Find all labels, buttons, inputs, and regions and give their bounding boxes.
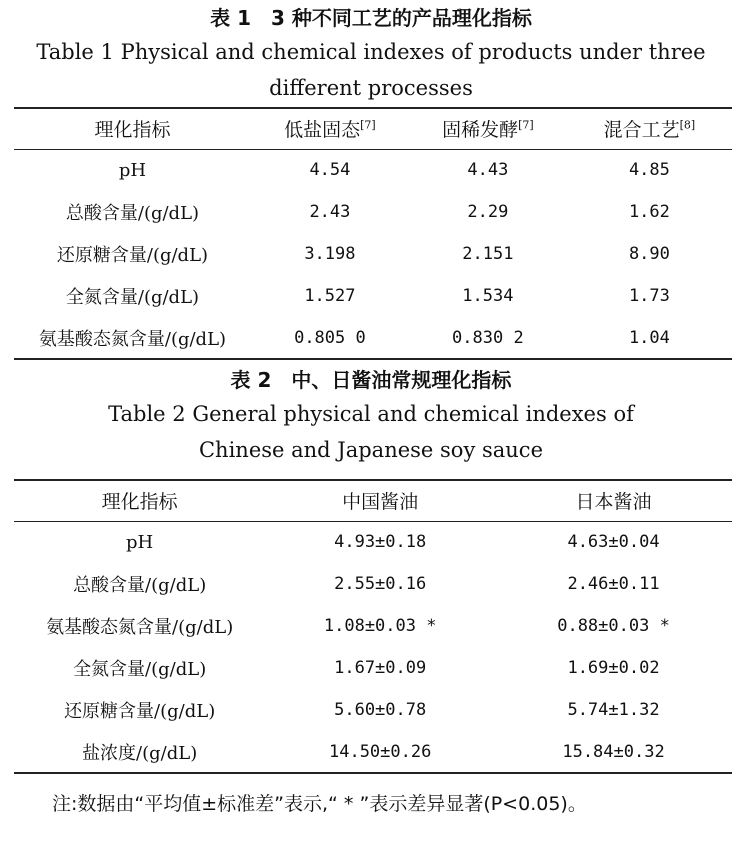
table1-header-label: 低盐固态: [284, 119, 361, 142]
table-cell: 3.198: [304, 244, 356, 264]
table1-header-label: 混合工艺: [603, 119, 680, 142]
table-cell: 4.93±0.18: [334, 532, 427, 553]
table-row: [14, 563, 732, 605]
table1-header-citation: [7]: [360, 118, 376, 132]
table-cell: 1.08±0.03 *: [323, 616, 437, 636]
table1-header-citation: [8]: [679, 118, 696, 132]
table2-header-cell: 理化指标: [101, 491, 178, 514]
table-cell: 1.534: [462, 286, 514, 306]
table-cell: 0.830 2: [452, 327, 524, 348]
table-cell: 2.43: [309, 202, 351, 222]
table1-caption-cn: 表 1 3 种不同工艺的产品理化指标: [210, 6, 532, 30]
table2-caption-en: Table 2 General physical and chemical indexes of Chinese and Japanese soy sauce: [108, 402, 634, 462]
row-label: 总酸含量/(g/dL): [73, 575, 207, 596]
table1-header-label: 理化指标: [94, 119, 171, 142]
table1-body: [14, 149, 732, 359]
table2-caption-cn: 表 2 中、日酱油常规理化指标: [230, 368, 512, 392]
table-cell: 1.69±0.02: [567, 658, 660, 678]
table1-header-cell: [567, 108, 732, 149]
table-note-text: 注:数据由“平均值±标准差”表示,“ * ”表示差异显著(P<0.05)。: [52, 793, 587, 815]
table-cell: 1.04: [628, 327, 670, 348]
table-row: [14, 275, 732, 317]
row-label: 全氮含量/(g/dL): [73, 659, 207, 680]
table2: [14, 479, 732, 774]
table1-caption: [0, 4, 742, 106]
table-row: [14, 605, 732, 647]
table-cell: 5.60±0.78: [334, 700, 427, 720]
table1-header-cell: [14, 108, 251, 149]
table-cell: 2.46±0.11: [567, 574, 660, 594]
row-label: 还原糖含量/(g/dL): [64, 701, 216, 722]
table-note: [14, 785, 732, 823]
row-label: 盐浓度/(g/dL): [82, 742, 198, 764]
row-label: 全氮含量/(g/dL): [65, 287, 200, 308]
table-cell: 4.85: [628, 160, 670, 181]
table-row: [14, 149, 732, 191]
row-label: 氨基酸态氮含量/(g/dL): [38, 328, 227, 350]
table-row: [14, 689, 732, 731]
table2-caption: [0, 366, 742, 468]
row-label: 总酸含量/(g/dL): [65, 203, 200, 224]
table-cell: 1.73: [628, 286, 670, 306]
table1-header-cell: [409, 108, 567, 149]
table2-header-cell: 中国酱油: [342, 491, 419, 514]
table1: [14, 107, 732, 360]
table-cell: 1.62: [628, 202, 670, 222]
table2-header-row: [14, 480, 732, 521]
table1-header-cell: [251, 108, 409, 149]
table-cell: 2.55±0.16: [334, 574, 427, 594]
row-label: 氨基酸态氮含量/(g/dL): [46, 617, 234, 638]
row-label: pH: [118, 159, 147, 181]
table-cell: 4.54: [309, 160, 351, 181]
table-cell: 1.67±0.09: [334, 658, 427, 678]
table-row: [14, 731, 732, 773]
table-row: [14, 191, 732, 233]
table-cell: 15.84±0.32: [562, 741, 665, 762]
table1-header-label: 固稀发酵: [442, 119, 519, 142]
table-row: [14, 521, 732, 563]
table-cell: 8.90: [628, 244, 670, 264]
table-row: [14, 233, 732, 275]
table-cell: 2.29: [467, 202, 509, 222]
table-cell: 4.63±0.04: [567, 532, 660, 553]
table1-caption-en: Table 1 Physical and chemical indexes of products under three different processes: [36, 40, 706, 100]
table-cell: 2.151: [462, 244, 514, 264]
table-cell: 1.527: [304, 286, 356, 306]
table2-body: [14, 521, 732, 773]
table2-header-cell: 日本酱油: [575, 491, 652, 514]
table1-header-row: [14, 108, 732, 149]
row-label: pH: [126, 531, 154, 553]
table1-header-citation: [7]: [518, 118, 534, 132]
table-cell: 14.50±0.26: [328, 741, 432, 762]
table-cell: 0.88±0.03 *: [557, 616, 670, 636]
row-label: 还原糖含量/(g/dL): [56, 245, 209, 266]
table-row: [14, 317, 732, 359]
table-cell: 5.74±1.32: [567, 700, 660, 720]
table-row: [14, 647, 732, 689]
table-cell: 0.805 0: [294, 327, 366, 348]
table-cell: 4.43: [467, 160, 509, 181]
